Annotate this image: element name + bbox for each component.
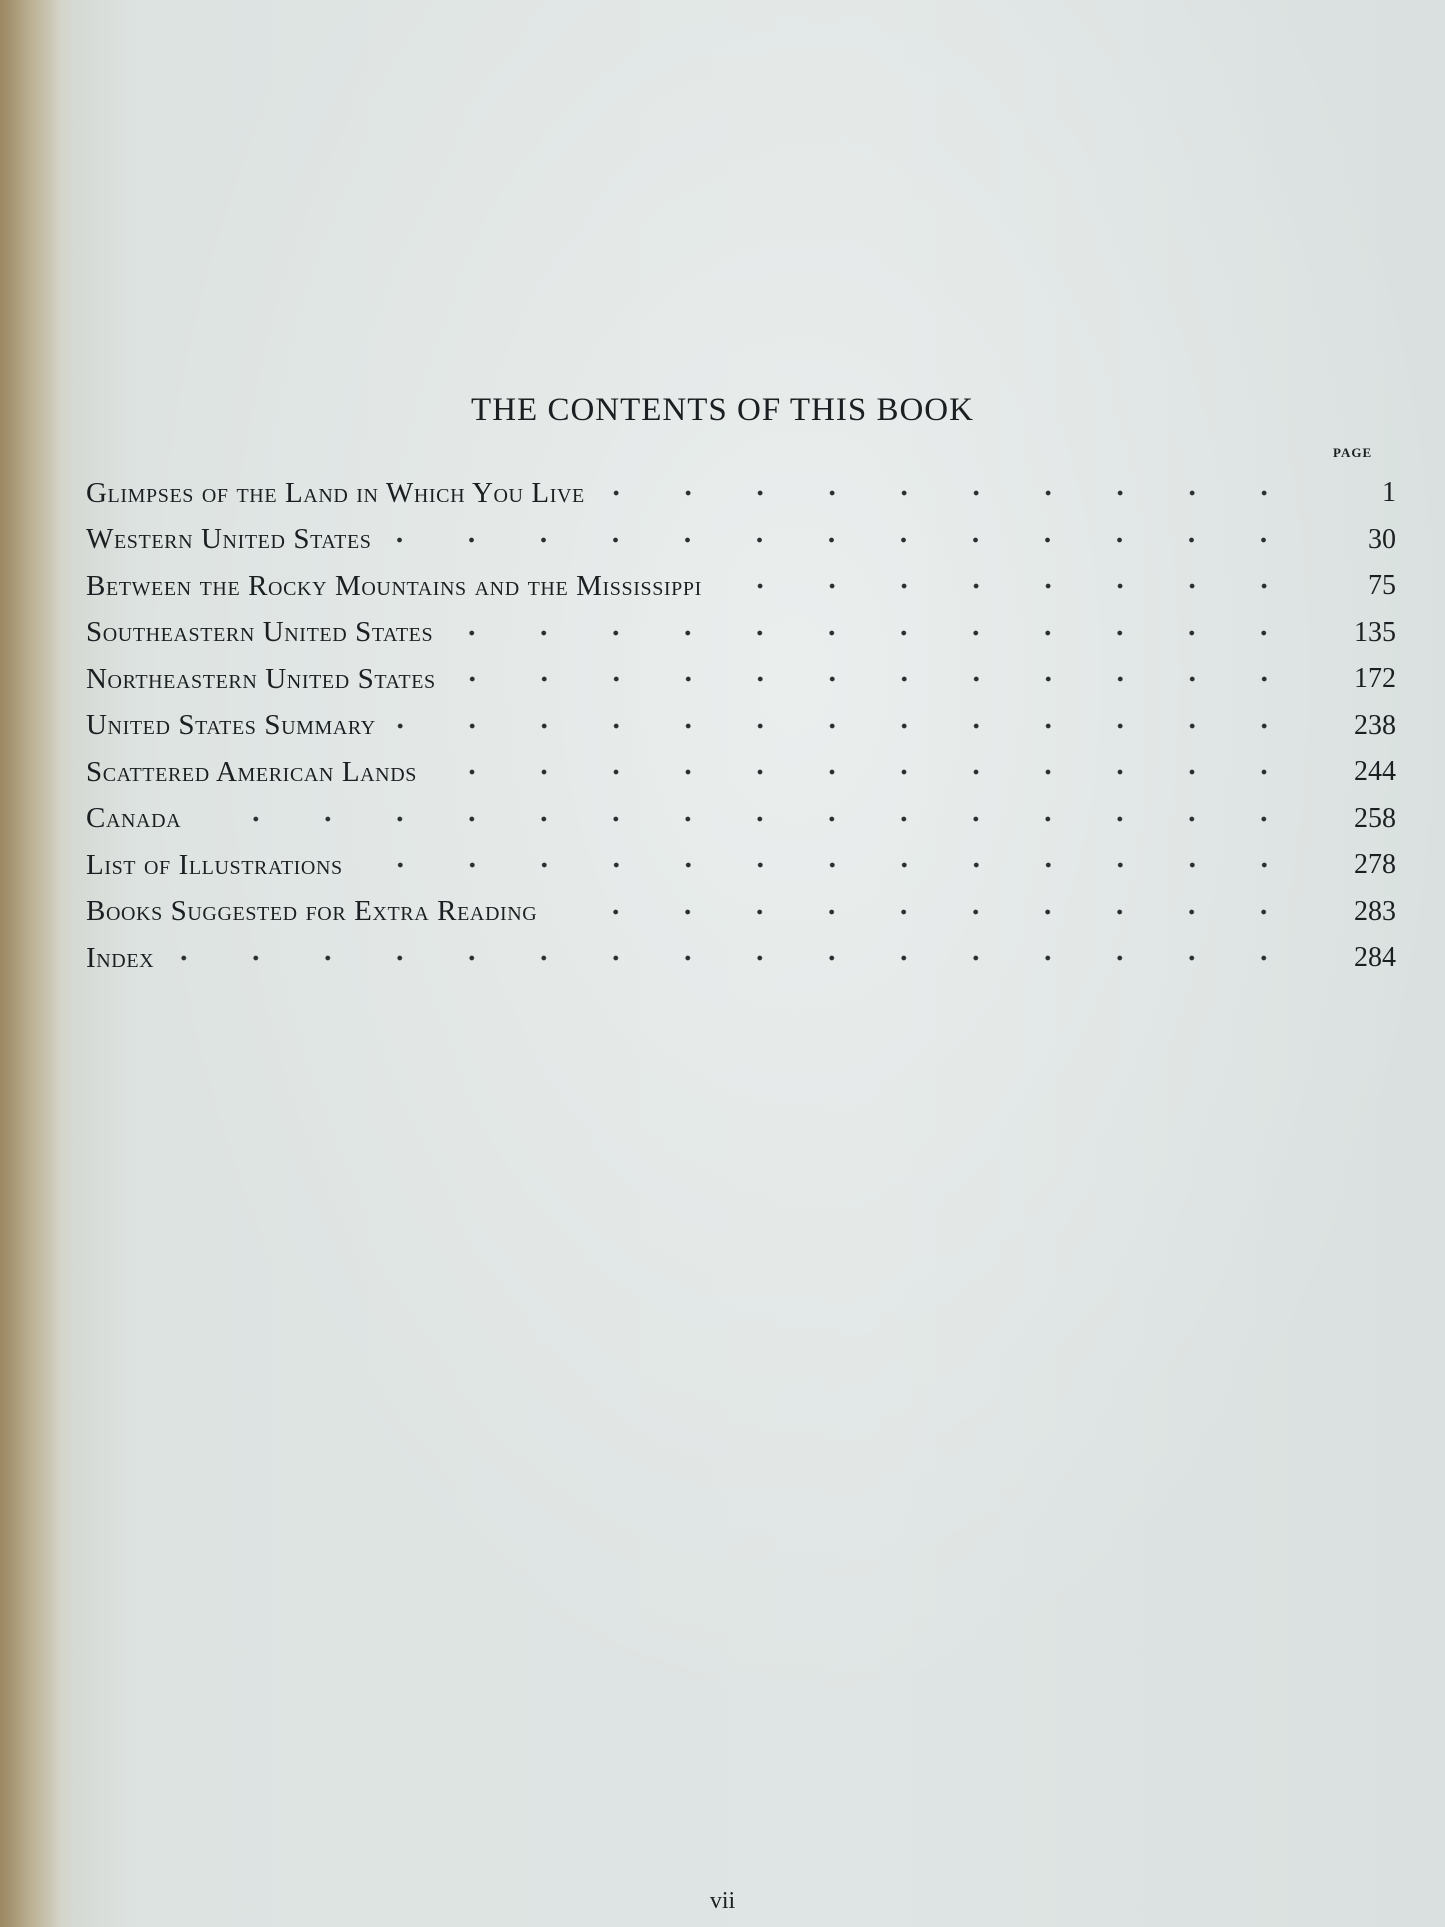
toc-entry-page: 75: [1368, 570, 1396, 602]
toc-entry-title: Books Suggested for Extra Reading: [86, 895, 538, 928]
toc-entry-title: Western United States: [86, 523, 372, 556]
toc-entry-title: Glimpses of the Land in Which You Live: [86, 476, 585, 509]
dot-leader: [195, 809, 1300, 829]
toc-entry-page: 284: [1354, 942, 1396, 974]
toc-entry-index: [86, 935, 1396, 982]
page-column-label: PAGE: [1333, 445, 1373, 460]
dot-leader: [716, 576, 1300, 596]
table-of-contents: [86, 470, 1396, 982]
toc-entry-page: 135: [1354, 616, 1396, 648]
dot-leader: [450, 669, 1300, 689]
toc-entry-page: 258: [1354, 802, 1396, 834]
toc-entry-page: 172: [1354, 663, 1396, 695]
toc-entry-title: United States Summary: [86, 709, 376, 742]
toc-entry-page: 1: [1382, 477, 1396, 509]
toc-entry-glimpses: [86, 470, 1396, 517]
toc-entry-title: Index: [86, 941, 155, 974]
toc-entry-title: Between the Rocky Mountains and the Mississippi: [86, 569, 702, 602]
page-title: THE CONTENTS OF THIS BOOK: [471, 392, 974, 428]
dot-leader: [168, 948, 1300, 968]
dot-leader: [357, 855, 1300, 875]
toc-entry-scattered-lands: [86, 749, 1396, 796]
toc-entry-title: List of Illustrations: [86, 848, 343, 881]
toc-entry-illustrations: [86, 842, 1396, 889]
toc-entry-page: 238: [1354, 709, 1396, 741]
dot-leader: [431, 762, 1300, 782]
toc-entry-title: Scattered American Lands: [86, 755, 417, 788]
toc-entry-extra-reading: [86, 889, 1396, 936]
toc-entry-canada: [86, 796, 1396, 843]
dot-leader: [385, 530, 1300, 550]
page-number: vii: [709, 1888, 736, 1914]
toc-entry-title: Canada: [86, 802, 182, 835]
toc-entry-page: 278: [1354, 849, 1396, 881]
toc-entry-page: 244: [1354, 756, 1396, 788]
toc-entry-us-summary: [86, 703, 1396, 750]
dot-leader: [390, 716, 1300, 736]
toc-entry-page: 283: [1354, 895, 1396, 927]
toc-entry-northeastern-us: [86, 656, 1396, 703]
toc-entry-rocky-mississippi: [86, 563, 1396, 610]
toc-entry-page: 30: [1368, 523, 1396, 555]
toc-entry-southeastern-us: [86, 610, 1396, 657]
dot-leader: [551, 902, 1300, 922]
toc-entry-title: Southeastern United States: [86, 616, 434, 649]
dot-leader: [599, 483, 1300, 503]
toc-entry-western-us: [86, 517, 1396, 564]
toc-entry-title: Northeastern United States: [86, 662, 436, 695]
dot-leader: [447, 623, 1300, 643]
